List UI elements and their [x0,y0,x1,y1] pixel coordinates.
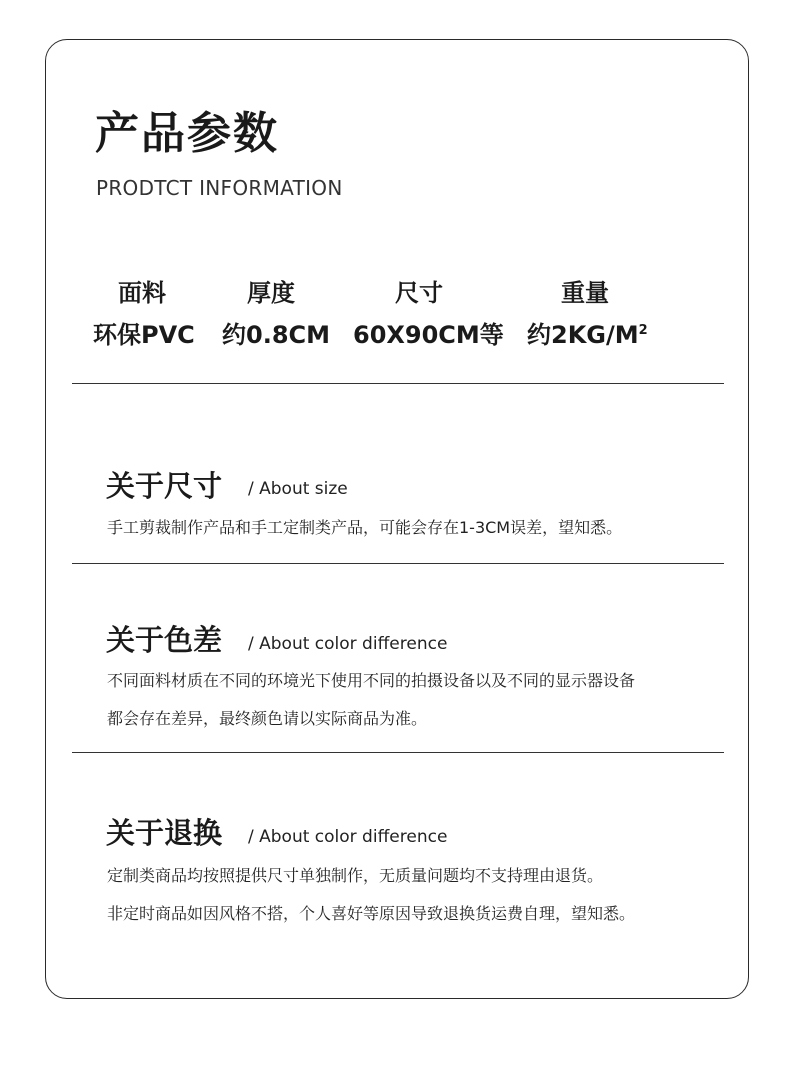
section-color-line-2: 都会存在差异，最终颜色请以实际商品为准。 [107,709,428,728]
section-return-line-2: 非定时商品如因风格不搭，个人喜好等原因导致退换货运费自理，望知悉。 [107,904,636,923]
page-subtitle: PRODTCT INFORMATION [96,176,343,200]
param-value-weight-exponent: 2 [638,323,648,338]
param-label-material: 面料 [118,279,166,307]
divider-color [72,752,724,753]
param-value-size: 60X90CM等 [353,321,504,349]
section-color-line-1: 不同面料材质在不同的环境光下使用不同的拍摄设备以及不同的显示器设备 [107,671,636,690]
param-label-thickness: 厚度 [247,279,295,307]
divider-params [72,383,724,384]
param-label-size: 尺寸 [395,279,443,307]
section-size-subtitle: / About size [248,479,348,499]
param-value-material: 环保PVC [93,321,195,349]
divider-size [72,563,724,564]
section-size-line-1: 手工剪裁制作产品和手工定制类产品，可能会存在1-3CM误差，望知悉。 [107,518,623,537]
section-size-title: 关于尺寸 [106,469,223,503]
section-color-title: 关于色差 [106,623,223,657]
param-value-weight-text: 约2KG/M [527,321,639,349]
section-return-title: 关于退换 [106,816,223,850]
section-color-subtitle: / About color difference [248,634,448,654]
param-label-weight: 重量 [561,279,609,307]
param-value-thickness: 约0.8CM [222,321,331,349]
section-return-subtitle: / About color difference [248,827,448,847]
section-return-line-1: 定制类商品均按照提供尺寸单独制作，无质量问题均不支持理由退货。 [107,866,604,885]
param-value-weight [527,318,648,352]
page-title: 产品参数 [95,108,279,159]
